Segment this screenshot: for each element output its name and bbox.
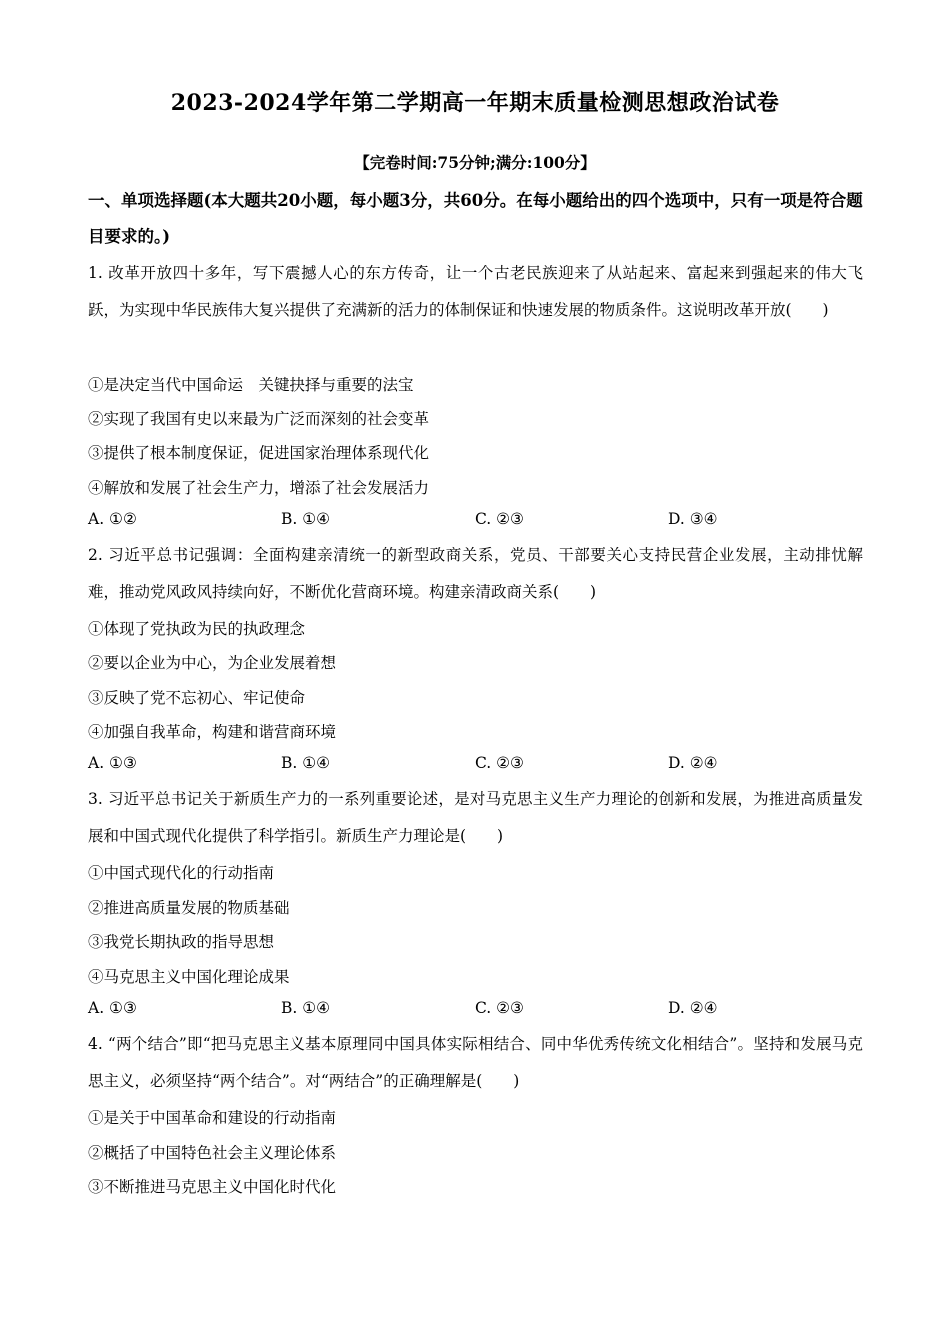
question-3-stem: 3. 习近平总书记关于新质生产力的一系列重要论述，是对马克思主义生产力理论的创新和发展，为推进高质量发展和中国式现代化提供了科学指引。新质生产力理论是( ): [88, 790, 863, 845]
question-1-option-b: B. ①④: [281, 510, 331, 528]
exam-title: 2023-2024学年第二学期高一年期末质量检测思想政治试卷: [170, 90, 780, 116]
question-4-item-2: ②概括了中国特色社会主义理论体系: [88, 1144, 337, 1162]
question-3-option-d: D. ②④: [668, 999, 718, 1017]
question-1-option-a: A. ①②: [88, 510, 137, 528]
question-3-option-c: C. ②③: [475, 999, 524, 1017]
question-1-option-d: D. ③④: [668, 510, 718, 528]
question-1-item-1: ①是决定当代中国命运 关键抉择与重要的法宝: [88, 376, 414, 394]
question-3-item-3: ③我党长期执政的指导思想: [88, 933, 275, 951]
question-1-stem: 1. 改革开放四十多年，写下震撼人心的东方传奇，让一个古老民族迎来了从站起来、富起来到强起来的伟大飞跃，为实现中华民族伟大复兴提供了充满新的活力的体制保证和快速发展的物质条件。这说明改革开放( ): [88, 264, 863, 319]
question-2-stem: 2. 习近平总书记强调：全面构建亲清统一的新型政商关系，党员、干部要关心支持民营企业发展，主动排忧解难，推动党风政风持续向好，不断优化营商环境。构建亲清政商关系( ): [88, 546, 863, 601]
question-3-option-b: B. ①④: [281, 999, 331, 1017]
question-3-item-1: ①中国式现代化的行动指南: [88, 864, 275, 882]
question-2-item-2: ②要以企业为中心，为企业发展着想: [88, 654, 337, 672]
question-1-item-4: ④解放和发展了社会生产力，增添了社会发展活力: [88, 479, 430, 497]
question-2-item-3: ③反映了党不忘初心、牢记使命: [88, 689, 306, 707]
question-2-option-a: A. ①③: [88, 754, 137, 772]
question-2-item-4: ④加强自我革命，构建和谐营商环境: [88, 723, 337, 741]
question-2-item-1: ①体现了党执政为民的执政理念: [88, 620, 306, 638]
section-heading: 一、单项选择题(本大题共20小题，每小题3分，共60分。在每小题给出的四个选项中，只有一项是符合题目要求的。): [88, 191, 863, 246]
question-1-item-2: ②实现了我国有史以来最为广泛而深刻的社会变革: [88, 410, 430, 428]
question-3-item-2: ②推进高质量发展的物质基础: [88, 899, 290, 917]
question-1-item-3: ③提供了根本制度保证，促进国家治理体系现代化: [88, 444, 430, 462]
question-2-option-b: B. ①④: [281, 754, 331, 772]
question-4-item-1: ①是关于中国革命和建设的行动指南: [88, 1109, 337, 1127]
question-2-option-d: D. ②④: [668, 754, 718, 772]
question-2-option-c: C. ②③: [475, 754, 524, 772]
question-4-item-3: ③不断推进马克思主义中国化时代化: [88, 1178, 337, 1196]
question-3-option-a: A. ①③: [88, 999, 137, 1017]
exam-time-score: 【完卷时间:75分钟;满分:100分】: [354, 153, 596, 172]
question-4-stem: 4. “两个结合”即“把马克思主义基本原理同中国具体实际相结合、同中华优秀传统文化相结合”。坚持和发展马克思主义，必须坚持“两个结合”。对“两结合”的正确理解是( ): [88, 1035, 863, 1090]
question-1-option-c: C. ②③: [475, 510, 524, 528]
question-3-item-4: ④马克思主义中国化理论成果: [88, 968, 290, 986]
